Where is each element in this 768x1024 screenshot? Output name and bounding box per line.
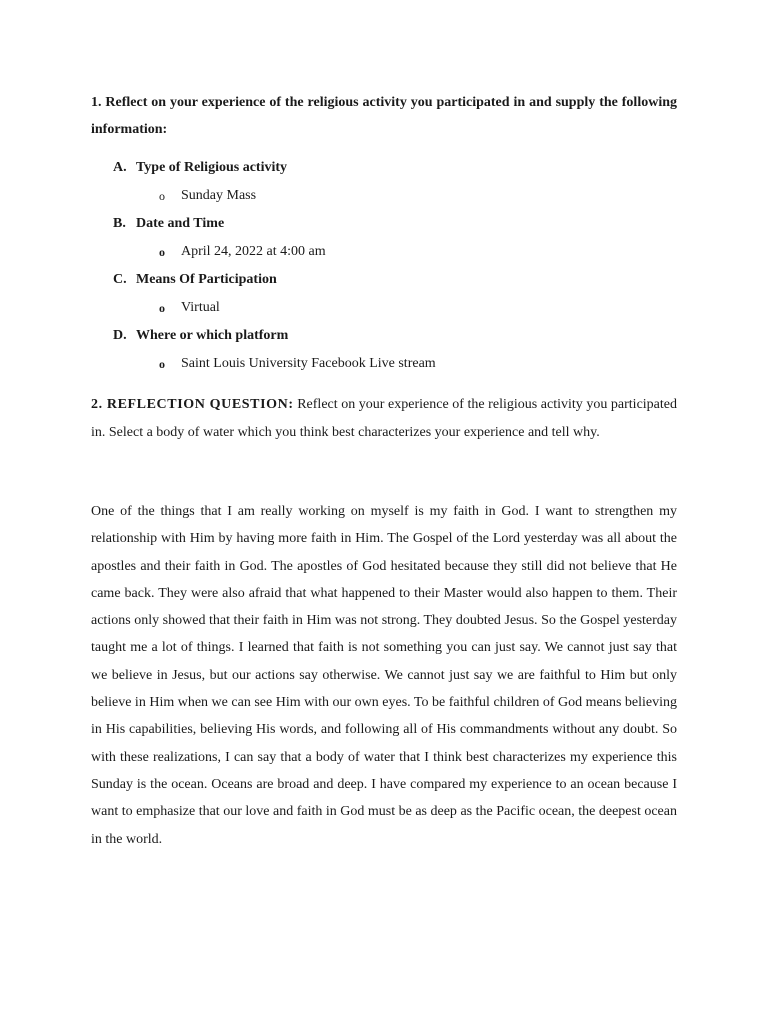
item-heading-text: Means Of Participation xyxy=(136,272,277,287)
answer-paragraph: One of the things that I am really working on myself is my faith in God. I want to strengthen my relationship with Him by having more faith in Him. The Gospel of the Lord yesterday was all about the apostles and their faith in God. The apostles of God hesitated because they still did not believe that He came back. They were also afraid that what happened to their Master would also happen to them. Their actions only showed that their faith in Him was not strong. They doubted Jesus. So the Gospel yesterday taught me a lot of things. I learned that faith is not something you can just say. We cannot just say that we believe in Jesus, but our actions say otherwise. We cannot just say we are faithful to Him but only believe in Him when we can see Him with our own eyes. To be faithful children of God means believing in His capabilities, believing His words, and following all of His commandments without any doubt. So with these realizations, I can say that a body of water that I think best characterizes my experience this Sunday is the ocean. Oceans are broad and deep. I have compared my experience to an ocean because I want to emphasize that our love and faith in God must be as deep as the Pacific ocean, the deepest ocean in the world. xyxy=(91,504,677,847)
info-item-value xyxy=(91,294,677,322)
info-item-heading xyxy=(91,266,677,294)
item-heading-text: Where or which platform xyxy=(136,328,289,343)
bullet-icon: o xyxy=(159,301,165,315)
info-item-heading xyxy=(91,154,677,182)
item-value-text: Sunday Mass xyxy=(181,188,257,203)
bullet-icon: o xyxy=(159,357,165,371)
info-item-value xyxy=(91,350,677,378)
item-value-text: Saint Louis University Facebook Live stream xyxy=(181,356,436,371)
info-item-value xyxy=(91,182,677,210)
item-heading-text: Date and Time xyxy=(136,216,225,231)
item-letter: C. xyxy=(113,272,127,287)
info-item-means xyxy=(91,266,677,322)
item-value-text: April 24, 2022 at 4:00 am xyxy=(181,244,326,259)
question-2 xyxy=(91,391,677,446)
item-letter: B. xyxy=(113,216,126,231)
item-heading-text: Type of Religious activity xyxy=(136,160,288,175)
info-item-heading xyxy=(91,210,677,238)
question-2-text: Reflect on your experience of the religious activity you participated in. Select a body of water which you think best characterizes your experience and tell why. xyxy=(91,397,677,440)
question-2-label: 2. REFLECTION QUESTION: xyxy=(91,397,294,412)
info-item-value xyxy=(91,238,677,266)
info-item-date xyxy=(91,210,677,266)
info-item-type xyxy=(91,154,677,210)
item-letter: A. xyxy=(113,160,127,175)
bullet-icon: o xyxy=(159,245,165,259)
bullet-icon: o xyxy=(159,189,165,203)
document-page xyxy=(91,90,677,853)
item-letter: D. xyxy=(113,328,127,343)
question-1: 1. Reflect on your experience of the religious activity you participated in and supply the following information: xyxy=(91,95,677,137)
info-list xyxy=(91,154,677,378)
info-item-platform xyxy=(91,322,677,378)
info-item-heading xyxy=(91,322,677,350)
item-value-text: Virtual xyxy=(181,300,220,315)
